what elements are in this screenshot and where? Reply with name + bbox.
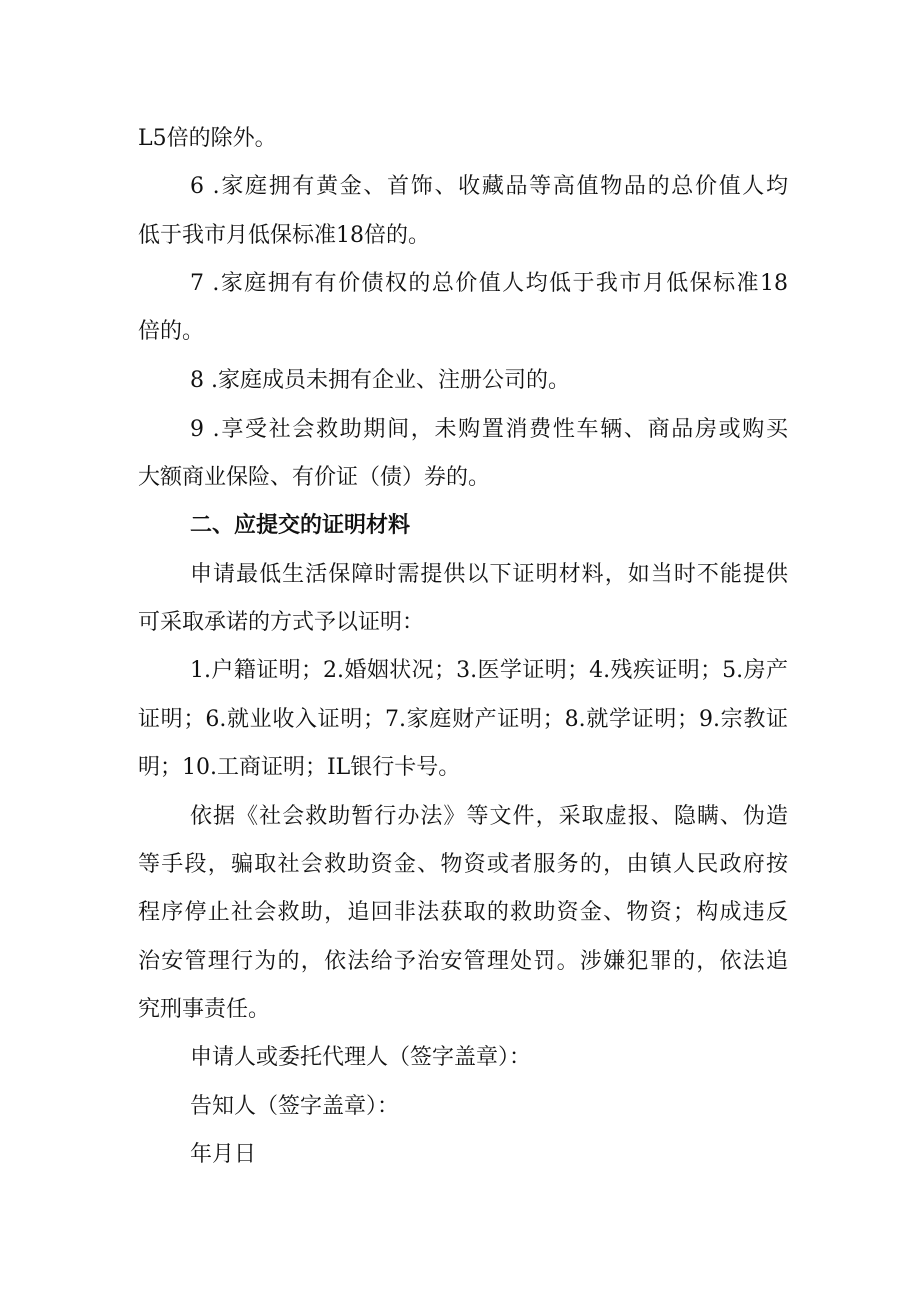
text-line: 7 .家庭拥有有价债权的总价值人均低于我市月低保标准18 [190, 271, 788, 296]
text-line: 等手段，骗取社会救助资金、物资或者服务的，由镇人民政府按 [138, 852, 788, 877]
signature-applicant-line: 申请人或委托代理人（签字盖章）： [190, 1045, 532, 1070]
text-line: 证明；6.就业收入证明；7.家庭财产证明；8.就学证明；9.宗教证 [138, 707, 788, 732]
text-line: L5倍的除外。 [138, 126, 277, 151]
text-line: 治安管理行为的，依法给予治安管理处罚。涉嫌犯罪的，依法追 [138, 949, 788, 974]
date-line: 年月日 [190, 1142, 257, 1167]
text-line: 低于我市月低保标准18倍的。 [138, 223, 430, 248]
text-line: 大额商业保险、有价证（债）券的。 [138, 465, 491, 490]
text-line: 可采取承诺的方式予以证明： [138, 610, 425, 635]
text-line: 程序停止社会救助，追回非法获取的救助资金、物资；构成违反 [138, 900, 788, 925]
text-line: 9 .享受社会救助期间，未购置消费性车辆、商品房或购买 [190, 417, 788, 442]
text-line: 究刑事责任。 [138, 997, 271, 1022]
text-line: 明；10.工商证明；IL银行卡号。 [138, 755, 461, 780]
section-heading: 二、应提交的证明材料 [190, 513, 411, 538]
text-line: 申请最低生活保障时需提供以下证明材料，如当时不能提供 [190, 562, 788, 587]
text-line: 依据《社会救助暂行办法》等文件，采取虚报、隐瞒、伪造 [190, 804, 788, 829]
text-line: 1.户籍证明；2.婚姻状况；3.医学证明；4.残疾证明；5.房产 [190, 658, 788, 683]
text-line: 6 .家庭拥有黄金、首饰、收藏品等高值物品的总价值人均 [190, 174, 788, 199]
text-line: 8 .家庭成员未拥有企业、注册公司的。 [190, 368, 570, 393]
text-line: 倍的。 [138, 319, 205, 344]
signature-informant-line: 告知人（签字盖章）： [190, 1094, 400, 1119]
